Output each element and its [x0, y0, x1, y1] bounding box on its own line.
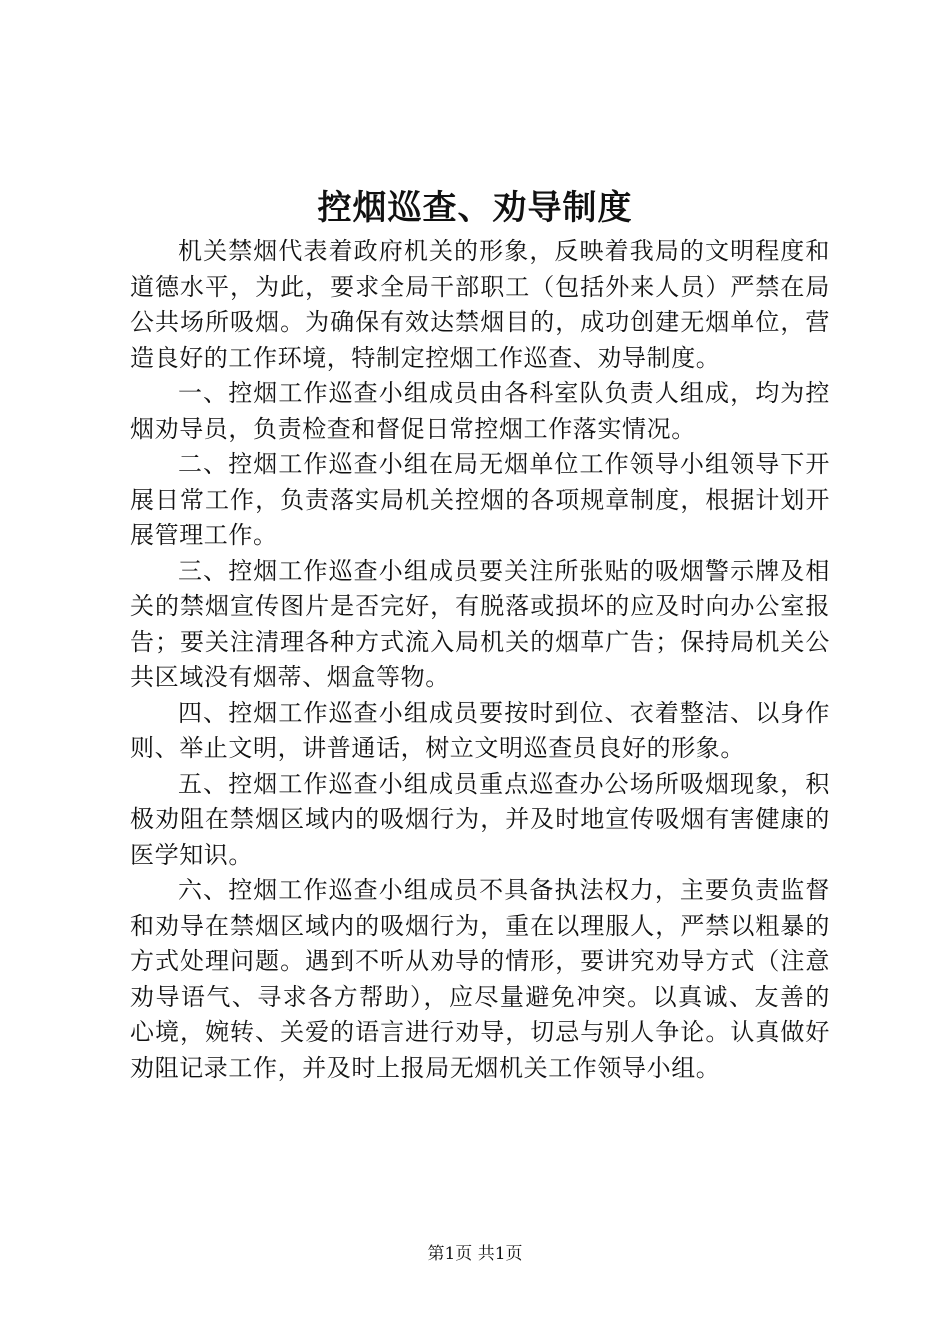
paragraph-rule-5: 五、控烟工作巡查小组成员重点巡查办公场所吸烟现象，积极劝阻在禁烟区域内的吸烟行为，并及时地宣传吸烟有害健康的医学知识。	[130, 769, 830, 869]
document-body	[130, 234, 830, 1086]
paragraph-rule-2: 二、控烟工作巡查小组在局无烟单位工作领导小组领导下开展日常工作，负责落实局机关控烟的各项规章制度，根据计划开展管理工作。	[130, 450, 830, 549]
paragraph-rule-6: 六、控烟工作巡查小组成员不具备执法权力，主要负责监督和劝导在禁烟区域内的吸烟行为，重在以理服人，严禁以粗暴的方式处理问题。遇到不听从劝导的情形，要讲究劝导方式（注意劝导语气、寻求各方帮助），应尽量避免冲突。以真诚、友善的心境，婉转、关爱的语言进行劝导，切忌与别人争论。认真做好劝阻记录工作，并及时上报局无烟机关工作领导小组。	[130, 876, 830, 1082]
document-title: 控烟巡查、劝导制度	[317, 188, 633, 228]
paragraph-intro: 机关禁烟代表着政府机关的形象，反映着我局的文明程度和道德水平，为此，要求全局干部职工（包括外来人员）严禁在局公共场所吸烟。为确保有效达禁烟目的，成功创建无烟单位，营造良好的工作环境，特制定控烟工作巡查、劝导制度。	[130, 237, 830, 372]
paragraph-rule-3: 三、控烟工作巡查小组成员要关注所张贴的吸烟警示牌及相关的禁烟宣传图片是否完好，有脱落或损坏的应及时向办公室报告；要关注清理各种方式流入局机关的烟草广告；保持局机关公共区域没有烟蒂、烟盒等物。	[130, 556, 830, 691]
paragraph-rule-4: 四、控烟工作巡查小组成员要按时到位、衣着整洁、以身作则、举止文明，讲普通话，树立文明巡查员良好的形象。	[130, 698, 830, 762]
paragraph-rule-1: 一、控烟工作巡查小组成员由各科室队负责人组成，均为控烟劝导员，负责检查和督促日常控烟工作落实情况。	[130, 379, 830, 443]
page-number-footer: 第1页 共1页	[427, 1244, 523, 1264]
